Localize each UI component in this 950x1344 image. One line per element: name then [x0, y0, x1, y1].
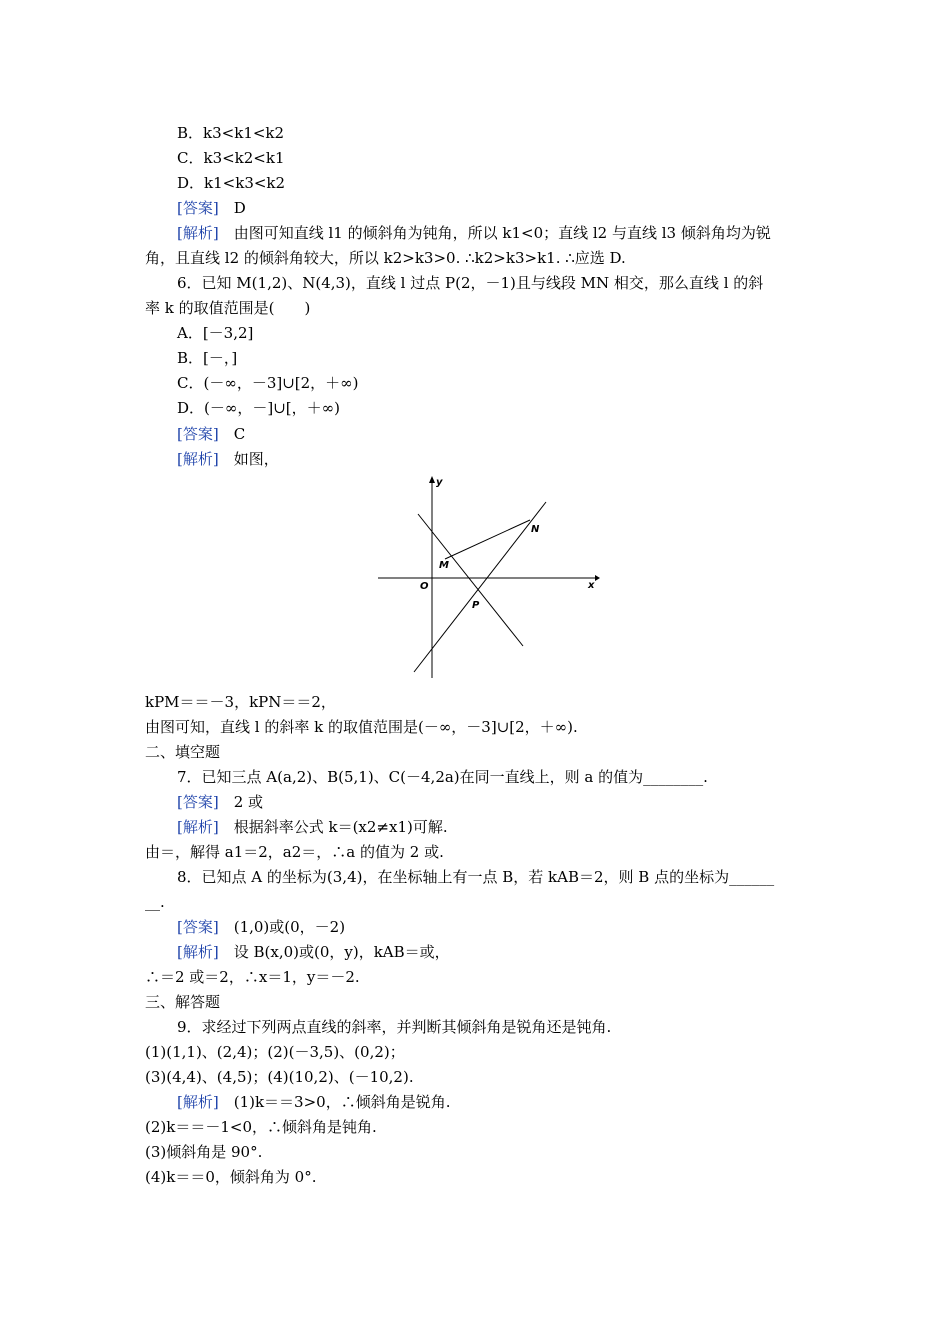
q9-explanation	[177, 1092, 450, 1112]
coordinate-diagram	[378, 472, 600, 678]
explanation-text: (1)k＝＝3>0，∴倾斜角是锐角.	[218, 1093, 451, 1111]
answer-tag: [答案]	[177, 425, 219, 443]
explanation-tag: [解析]	[177, 1093, 219, 1111]
explanation-text: 设 B(x,0)或(0，y)，kAB＝或，	[218, 943, 450, 961]
q5-answer	[177, 198, 246, 218]
q9-explanation-line2: (2)k＝＝－1<0，∴倾斜角是钝角.	[145, 1118, 377, 1136]
answer-text: C	[218, 425, 246, 443]
q8-stem-line1: 8．已知点 A 的坐标为(3,4)，在坐标轴上有一点 B，若 kAB＝2，则 B 点的坐标为______	[177, 868, 775, 886]
q7-stem: 7．已知三点 A(a,2)、B(5,1)、C(－4,2a)在同一直线上，则 a 的值为________.	[177, 768, 708, 786]
answer-text: D	[218, 199, 246, 217]
q6-conclusion: 由图可知，直线 l 的斜率 k 的取值范围是(－∞，－3]∪[2，＋∞).	[145, 718, 578, 736]
explanation-tag: [解析]	[177, 818, 219, 836]
q6-option-c: C．(－∞，－3]∪[2，＋∞)	[177, 374, 359, 392]
point-m-label: M	[439, 560, 449, 571]
q5-option-b: B．k3<k1<k2	[177, 124, 285, 142]
explanation-tag: [解析]	[177, 450, 219, 468]
q8-explanation-line2: ∴＝2 或＝2，∴x＝1，y＝－2.	[145, 968, 360, 986]
answer-tag: [答案]	[177, 918, 219, 936]
q5-explanation-line1	[177, 223, 771, 243]
q7-explanation	[177, 817, 448, 837]
q9-explanation-line3: (3)倾斜角是 90°.	[145, 1143, 263, 1161]
x-axis-arrow	[595, 575, 600, 581]
q6-option-d: D．(－∞，－]∪[，＋∞)	[177, 399, 340, 417]
q7-explanation-line2: 由＝，解得 a1＝2，a2＝，∴a 的值为 2 或.	[145, 843, 444, 861]
q5-option-d: D．k1<k3<k2	[177, 174, 286, 192]
q8-stem-line2: __.	[145, 893, 165, 911]
y-axis-arrow	[429, 476, 435, 483]
q7-answer	[177, 792, 263, 812]
q9-explanation-line4: (4)k＝＝0，倾斜角为 0°.	[145, 1168, 317, 1186]
q6-figure	[378, 472, 600, 678]
section-fill-in-heading: 二、填空题	[145, 743, 221, 761]
q5-explanation-line2: 角，且直线 l2 的倾斜角较大，所以 k2>k3>0. ∴k2>k3>k1. ∴应选 D.	[145, 249, 626, 267]
line-through-pm	[418, 514, 523, 646]
q9-pairs-line2: (3)(4,4)、(4,5)；(4)(10,2)、(－10,2).	[145, 1068, 414, 1086]
answer-text: 2 或	[218, 793, 264, 811]
origin-label: O	[420, 581, 429, 592]
point-n-label: N	[531, 524, 540, 535]
q6-stem-line2: 率 k 的取值范围是( )	[145, 299, 311, 317]
explanation-tag: [解析]	[177, 224, 219, 242]
q6-option-b: B．[－，]	[177, 349, 238, 367]
explanation-text: 由图可知直线 l1 的倾斜角为钝角，所以 k1<0；直线 l2 与直线 l3 倾斜角均为锐	[218, 224, 771, 242]
q6-option-a: A．[－3,2]	[177, 324, 254, 342]
q9-pairs-line1: (1)(1,1)、(2,4)；(2)(－3,5)、(0,2)；	[145, 1043, 405, 1061]
q6-stem-line1: 6．已知 M(1,2)、N(4,3)，直线 l 过点 P(2，－1)且与线段 MN 相交，那么直线 l 的斜	[177, 274, 764, 292]
q8-explanation	[177, 942, 450, 962]
explanation-tag: [解析]	[177, 943, 219, 961]
answer-text: (1,0)或(0，－2)	[218, 918, 346, 936]
y-axis-label: y	[436, 477, 443, 488]
answer-tag: [答案]	[177, 199, 219, 217]
explanation-text: 如图，	[218, 450, 279, 468]
q9-stem: 9．求经过下列两点直线的斜率，并判断其倾斜角是锐角还是钝角.	[177, 1018, 612, 1036]
x-axis-label: x	[588, 580, 595, 591]
line-through-pn	[414, 502, 546, 672]
q6-answer	[177, 424, 245, 444]
answer-tag: [答案]	[177, 793, 219, 811]
point-p-label: P	[472, 600, 480, 611]
section-solve-heading: 三、解答题	[145, 993, 221, 1011]
q5-option-c: C．k3<k2<k1	[177, 149, 285, 167]
q6-slopes: kPM＝＝－3，kPN＝＝2，	[145, 693, 336, 711]
q8-answer	[177, 917, 345, 937]
q6-explanation	[177, 449, 279, 469]
explanation-text: 根据斜率公式 k＝(x2≠x1)可解.	[218, 818, 448, 836]
